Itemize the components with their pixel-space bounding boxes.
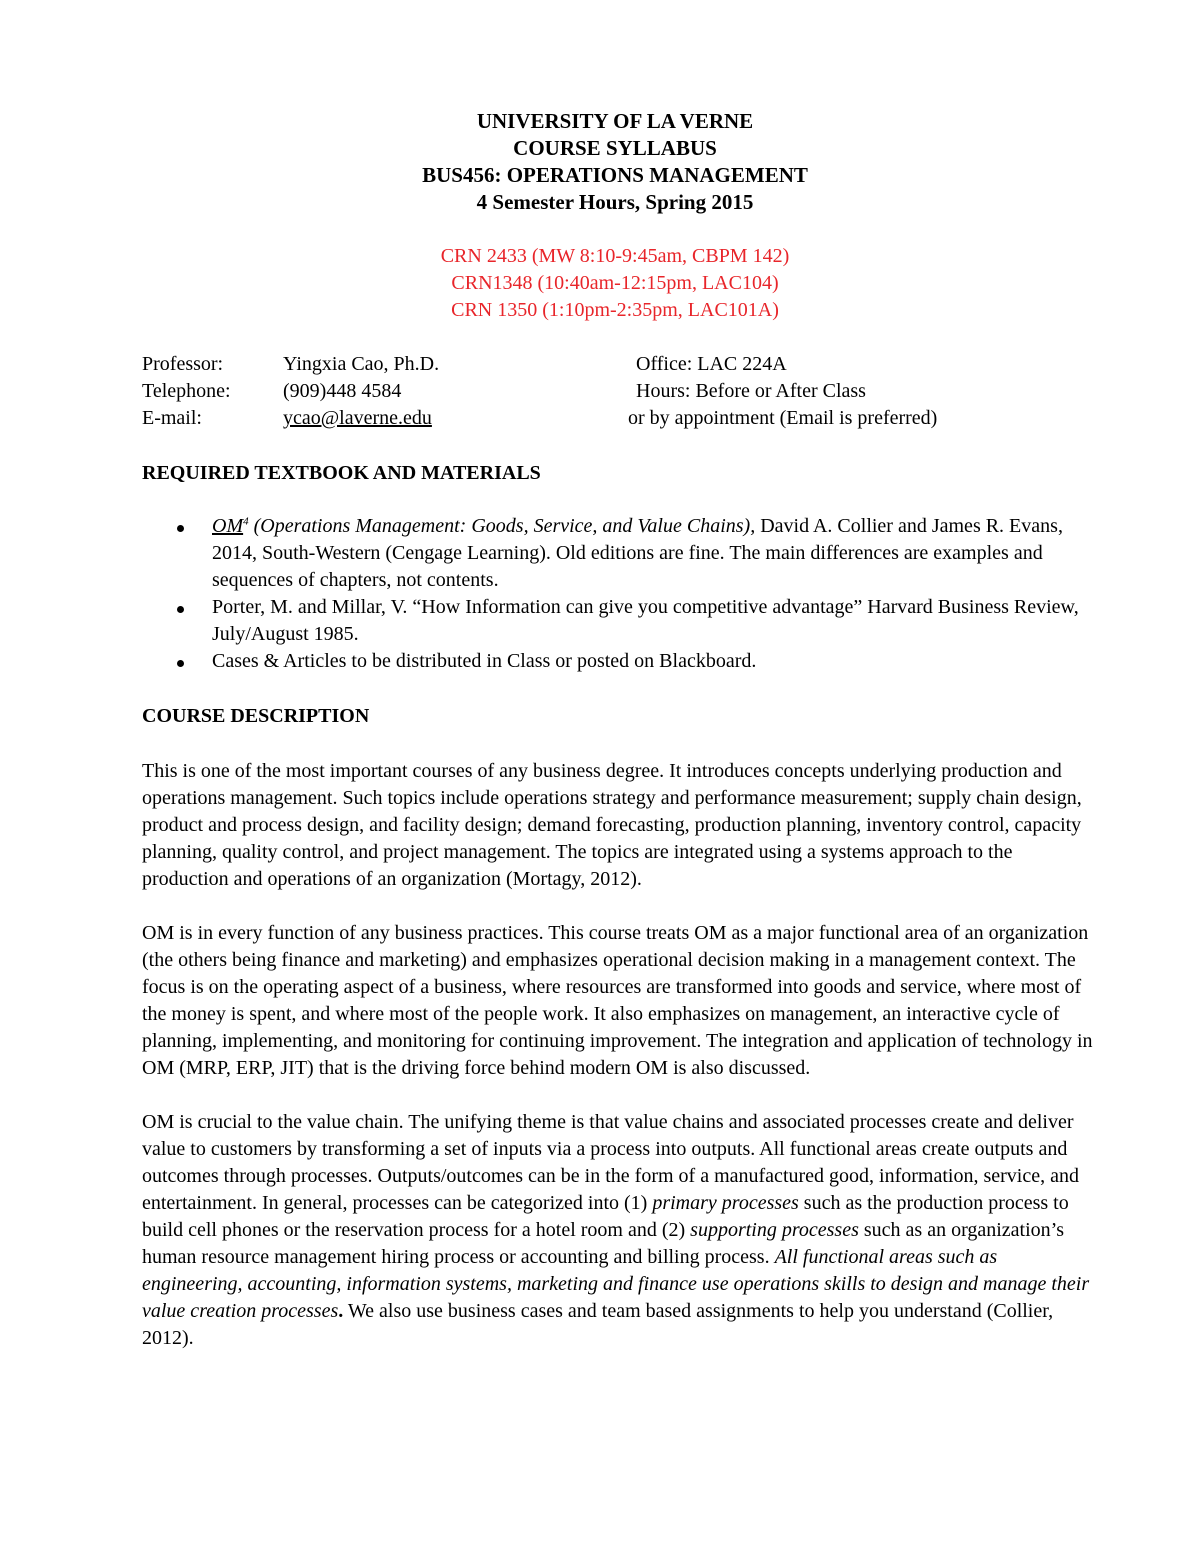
- bullet-icon: [177, 606, 184, 613]
- bullet-icon: [177, 525, 184, 532]
- description-body: [142, 758, 1102, 1379]
- doc-type-title: COURSE SYLLABUS: [513, 136, 717, 160]
- professor-value: Yingxia Cao, Ph.D.: [283, 353, 440, 375]
- description-paragraph-1: This is one of the most important courses of any business degree. It introduces concepts underlying production and operations management. Such topics include operations strategy and performance measurement; supply chain design, product and process design, and facility design; demand forecasting, production planning, inventory control, capacity planning, quality control, and project management. The topics are integrated using a systems approach to the production and operations of an organization (Mortagy, 2012).: [142, 760, 1082, 890]
- appointment-info: or by appointment (Email is preferred): [628, 407, 938, 429]
- list-item: [142, 513, 1102, 594]
- description-paragraph-3: OM is crucial to the value chain. The unifying theme is that value chains and associated processes create and deliver value to customers by transforming a set of inputs via a process into outputs. All functional areas create outputs and outcomes through processes. Outputs/outcomes can be in the form of a manufactured good, information, service, and entertainment. In general, processes can be categorized into (1) primary processes such as the production process to build cell phones or the reservation process for a hotel room and (2) supporting processes such as an organization’s human resource management hiring process or accounting and billing process. All functional areas such as engineering, accounting, information systems, marketing and finance use operations skills to design and manage their value creation processes. We also use business cases and team based assignments to help you understand (Collier, 2012).: [142, 1111, 1090, 1349]
- hours-term: 4 Semester Hours, Spring 2015: [476, 190, 754, 214]
- list-item: [142, 594, 1102, 648]
- crn-line: CRN 2433 (MW 8:10-9:45am, CBPM 142): [440, 245, 790, 267]
- book-edition: 4: [243, 515, 249, 528]
- crn-line: CRN1348 (10:40am-12:15pm, LAC104): [451, 272, 779, 294]
- emphasis-functional-areas: All functional areas such as engineering, accounting, information systems, marketing and finance use operations skills to design and manage their value creation processes: [142, 1246, 1090, 1322]
- book-subtitle: (Operations Management: Goods, Service, and Value Chains),: [248, 515, 756, 537]
- telephone-value: (909)448 4584: [283, 380, 402, 402]
- textbook-heading: REQUIRED TEXTBOOK AND MATERIALS: [142, 462, 541, 484]
- bullet-icon: [177, 660, 184, 667]
- office-info: Office: LAC 224A: [636, 353, 787, 375]
- course-title: BUS456: OPERATIONS MANAGEMENT: [422, 163, 808, 187]
- crn-line: CRN 1350 (1:10pm-2:35pm, LAC101A): [451, 299, 779, 321]
- professor-label: Professor:: [142, 353, 224, 375]
- emphasis-primary: primary processes: [652, 1192, 799, 1214]
- textbook-list: [142, 513, 1102, 675]
- list-item: [142, 648, 1102, 675]
- article-reference: Porter, M. and Millar, V. “How Information can give you competitive advantage” Harvard Business Review, July/August 1985.: [212, 596, 1079, 645]
- description-paragraph-2: OM is in every function of any business practices. This course treats OM as a major functional area of an organization (the others being finance and marketing) and emphasizes operational decision making in a management context. The focus is on the operating aspect of a business, where resources are transformed into goods and service, where most of the money is spent, and where most of the people work. It also emphasizes on management, an interactive cycle of planning, implementing, and monitoring for continuing improvement. The integration and application of technology in OM (MRP, ERP, JIT) that is the driving force behind modern OM is also discussed.: [142, 922, 1093, 1079]
- emphasis-supporting: supporting processes: [690, 1219, 859, 1241]
- office-hours: Hours: Before or After Class: [636, 380, 866, 402]
- crn-block: [0, 243, 1200, 324]
- email-link[interactable]: ycao@laverne.edu: [283, 407, 432, 429]
- book-details: David A. Collier and James R. Evans, 2014, South-Western (Cengage Learning). Old editions are fine. The main differences are examples and sequences of chapters, not contents.: [212, 515, 1063, 591]
- header-block: [0, 108, 1200, 216]
- description-heading: COURSE DESCRIPTION: [142, 705, 370, 727]
- cases-note: Cases & Articles to be distributed in Class or posted on Blackboard.: [212, 650, 757, 672]
- book-title: OM: [212, 515, 244, 537]
- email-label: E-mail:: [142, 407, 202, 429]
- telephone-label: Telephone:: [142, 380, 231, 402]
- university-title: UNIVERSITY OF LA VERNE: [476, 109, 754, 133]
